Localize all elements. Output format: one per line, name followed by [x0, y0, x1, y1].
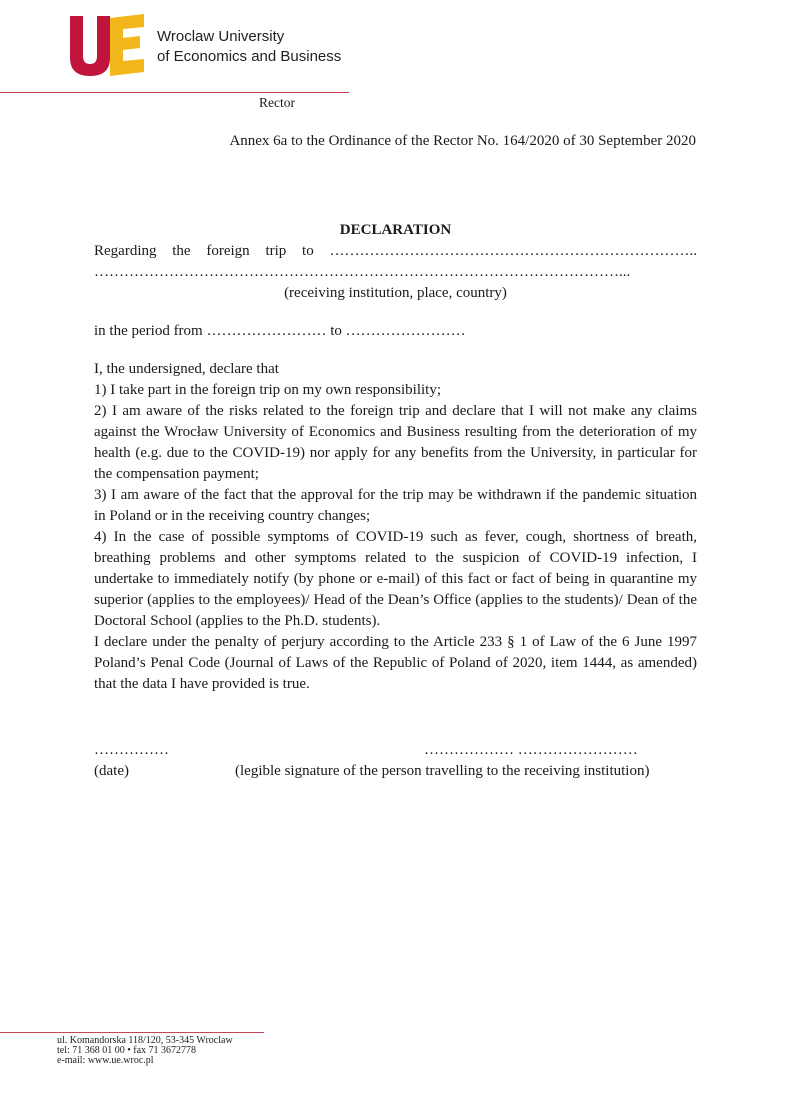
declaration-item-2: 2) I am aware of the risks related to the foreign trip and declare that I will not make any claims against the Wrocław University of Economics and Business resulting from the deterioration of my health (e.g. due to the COVID-19) nor apply for any benefits from the University, in particular for the compensation payment; — [94, 403, 697, 482]
declaration-item-3: 3) I am aware of the fact that the approval for the trip may be withdrawn if the pandemic situation in Poland or in the receiving country changes; — [94, 487, 697, 524]
signature-dots: ……………… …………………… — [424, 742, 638, 758]
footer-email: e-mail: www.ue.wroc.pl — [57, 1055, 154, 1066]
perjury-statement: I declare under the penalty of perjury according to the Article 233 § 1 of Law of the 6 June 1997 Poland’s Penal Code (Journal of Laws of the Republic of Poland of 2020, item 1444, as amended) that the data I have provided is true. — [94, 634, 697, 692]
trip-destination-dots: ……………………………………………………………………………………………... — [94, 264, 631, 280]
trip-destination-line: Regarding the foreign trip to ……………………………………………………………….. — [94, 243, 697, 259]
university-name-line1: Wroclaw University — [157, 28, 285, 45]
trip-period-line: in the period from …………………… to …………………… — [94, 323, 466, 339]
date-label: (date) — [94, 763, 129, 779]
header-rule — [0, 92, 349, 93]
signature-label: (legible signature of the person travelling to the receiving institution) — [235, 763, 650, 779]
declaration-body — [94, 220, 697, 782]
unit-label: Rector — [259, 95, 295, 110]
trip-destination-caption: (receiving institution, place, country) — [284, 285, 507, 301]
footer-rule — [0, 1032, 264, 1033]
declaration-item-1: 1) I take part in the foreign trip on my own responsibility; — [94, 382, 442, 398]
university-logo — [68, 14, 144, 78]
university-name — [157, 27, 341, 67]
university-name-line2: of Economics and Business — [157, 48, 342, 65]
declaration-item-4: 4) In the case of possible symptoms of COVID-19 such as fever, cough, shortness of breath, breathing problems and other symptoms related to the suspicion of COVID-19 infection, I undertake to immediately notify (by phone or e-mail) of this fact or fact of being in quarantine my superior (applies to the employees)/ Head of the Dean’s Office (applies to the students)/ Dean of the Doctoral School (applies to the Ph.D. students). — [94, 529, 697, 629]
date-dots: …………… — [94, 742, 169, 758]
footer-phone: tel: 71 368 01 00 • fax 71 3672778 — [57, 1045, 197, 1056]
signature-dots-row — [94, 740, 697, 761]
footer-address: ul. Komandorska 118/120, 53-345 Wroclaw — [57, 1035, 233, 1046]
signature-labels-row — [94, 761, 697, 782]
footer-contact — [57, 1036, 233, 1066]
declaration-intro: I, the undersigned, declare that — [94, 361, 279, 377]
annex-reference: Annex 6a to the Ordinance of the Rector No. 164/2020 of 30 September 2020 — [229, 133, 696, 149]
declaration-title: DECLARATION — [339, 222, 452, 238]
